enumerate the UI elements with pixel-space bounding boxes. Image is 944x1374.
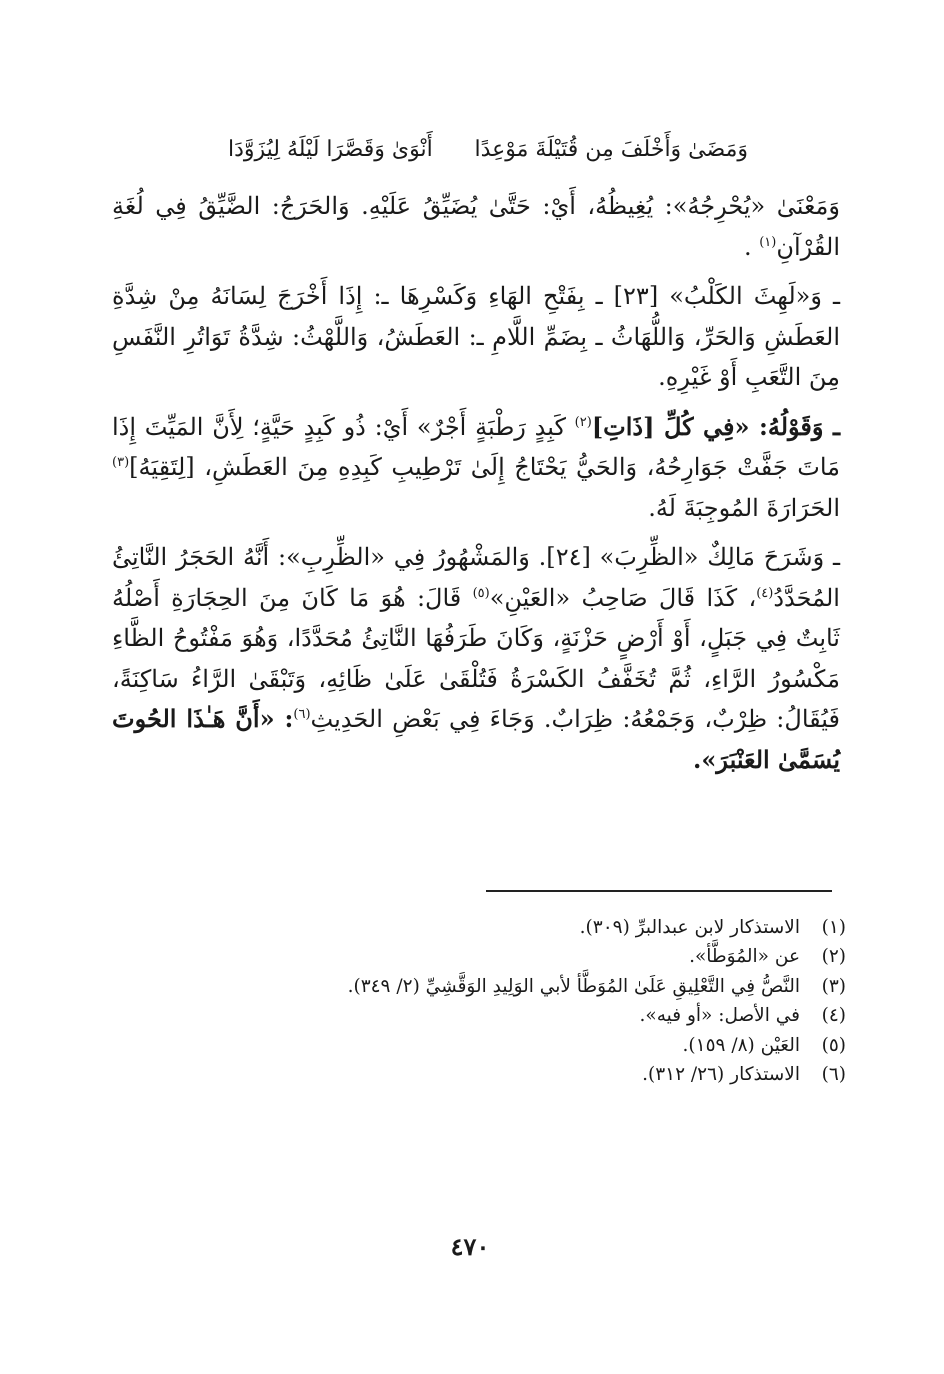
footnote-marker: (٥) bbox=[472, 585, 490, 601]
footnote-number: (٤) bbox=[821, 1005, 846, 1027]
footnote-text: عن «المُوَطَّأ». bbox=[689, 946, 800, 968]
paragraph-yuhrijuhu bbox=[112, 186, 840, 267]
footnote-number: (١) bbox=[821, 917, 846, 938]
footnote-divider bbox=[486, 890, 832, 892]
paragraph-text: ـ وَ«لَهِثَ الكَلْبُ» [٢٣] ـ بِفَتْحِ الهَاءِ وَكَسْرِهَا ـ: إِذَا أَخْرَجَ لِسَانَهُ مِنْ شِدَّةِ العَطَشِ وَالحَرِّ، وَاللُّهَاثُ ـ بِضَمِّ اللَّامِ ـ: العَطَشُ، وَاللَّهْثُ: شِدَّةُ تَوَاتُرِ النَّفَسِ مِنَ التَّعَبِ أَوْ غَيْرِهِ. bbox=[112, 282, 840, 391]
footnote-text: الاستذكار (٢٦/ ٣١٢). bbox=[642, 1064, 800, 1086]
footnote-marker: (٤) bbox=[756, 585, 774, 601]
footnote-number: (٢) bbox=[821, 946, 846, 968]
footnote-text: الاستذكار لابن عبدالبرِّ (٣٠٩). bbox=[579, 917, 800, 938]
footnotes-list bbox=[246, 913, 846, 1089]
poetry-verse bbox=[228, 128, 748, 172]
footnote-text: النَّصُّ فِي التَّعْلِيقِ عَلَىٰ المُوَطَّأ لأبي الوَلِيدِ الوَقَّشِيِّ (٢/ ٣٤٩). bbox=[347, 975, 800, 997]
paragraph-text: وَمَعْنَىٰ «يُحْرِجُهُ»: يُغِيظُهُ، أَيْ: حَتَّىٰ يُضَيِّقُ عَلَيْهِ. وَالحَرَجُ: الضَّيِّقُ فِي لُغَةِ القُرْآنِ bbox=[112, 192, 840, 261]
footnote-marker: (١) bbox=[759, 234, 777, 250]
paragraph-text: ـ وَقَوْلُهُ: «فِي كُلِّ [ذَاتِ] bbox=[591, 411, 840, 441]
footnote-item bbox=[246, 1031, 846, 1060]
footnote-marker: (٢) bbox=[574, 414, 592, 430]
paragraph-text: . bbox=[743, 232, 760, 261]
main-text bbox=[112, 186, 840, 789]
paragraph-text: قَالَ: هُوَ مَا كَانَ مِنَ الحِجَارَةِ أَصْلُهُ ثَابِتٌ فِي جَبَلٍ، أَوْ أَرْضٍ حَزْنَةٍ، وَكَانَ طَرَفُهَا النَّاتِئُ مُحَدَّدًا، وَهُوَ مَفْتُوحُ الظَّاءِ مَكْسُورُ الرَّاءِ، ثُمَّ تُخَفَّفُ الكَسْرَةُ فَتُلْقَىٰ عَلَىٰ ظَائِهِ، وَتَبْقَىٰ الرَّاءُ سَاكِنَةً، فَيُقَالُ: ظِرْبٌ، وَجَمْعُهُ: ظِرَابٌ. وَجَاءَ فِي بَعْضِ الحَدِيثِ bbox=[112, 583, 840, 733]
paragraph-lahatha bbox=[112, 276, 840, 398]
footnote-item bbox=[246, 972, 846, 1001]
paragraph-text: كَبِدٍ رَطْبَةٍ أَجْرٌ» أَيْ: ذُو كَبِدٍ حَيَّةٍ؛ لِأَنَّ المَيِّتَ إِذَا مَاتَ جَفَّتْ جَوَارِحُهُ، وَالحَيُّ يَحْتَاجُ إِلَىٰ تَرْطِيبِ كَبِدِهِ مِنَ العَطَشِ، [لِتَقِيَهُ] bbox=[112, 412, 840, 481]
verse-hemistich-second: أَنْوَىٰ وَقَصَّرَا لَيْلَهُ لِيُزَوَّدَا bbox=[228, 137, 433, 162]
paragraph-text: ـ وَشَرَحَ مَالِكٌ «الظِّرِبَ» [٢٤]. وَالمَشْهُورُ فِي «الظِّرِبِ»: أَنَّهُ الحَجَرُ النَّاتِئُ المُحَدَّدُ bbox=[112, 543, 841, 612]
footnote-item bbox=[246, 942, 846, 971]
footnote-text: في الأصل: «أو فيه». bbox=[639, 1005, 800, 1027]
footnote-text: العَيْن (٨/ ١٥٩). bbox=[682, 1034, 800, 1056]
footnote-item bbox=[246, 913, 846, 942]
footnote-number: (٣) bbox=[821, 975, 846, 997]
footnote-item bbox=[246, 1001, 846, 1030]
footnote-number: (٥) bbox=[821, 1034, 846, 1056]
paragraph-kabid bbox=[112, 407, 840, 529]
paragraph-text: الحَرَارَةَ المُوجِبَةَ لَهُ. bbox=[648, 493, 840, 522]
verse-hemistich-first: وَمَضَىٰ وَأَخْلَفَ مِن قُتَيْلَةَ مَوْعِدًا bbox=[474, 137, 748, 162]
footnote-marker: (٣) bbox=[112, 455, 130, 470]
paragraph-text: : «أَنَّ هَـٰذَا الحُوتَ يُسَمَّىٰ العَنْبَرَ». bbox=[112, 704, 840, 774]
paragraph-zarib bbox=[112, 537, 840, 780]
paragraph-text: ، كَذَا قَالَ صَاحِبُ «العَيْنِ» bbox=[489, 583, 757, 612]
footnote-item bbox=[246, 1060, 846, 1089]
footnote-marker: (٦) bbox=[293, 707, 311, 722]
page-number: ٤٧٠ bbox=[450, 1232, 490, 1261]
footnote-number: (٦) bbox=[821, 1064, 846, 1086]
